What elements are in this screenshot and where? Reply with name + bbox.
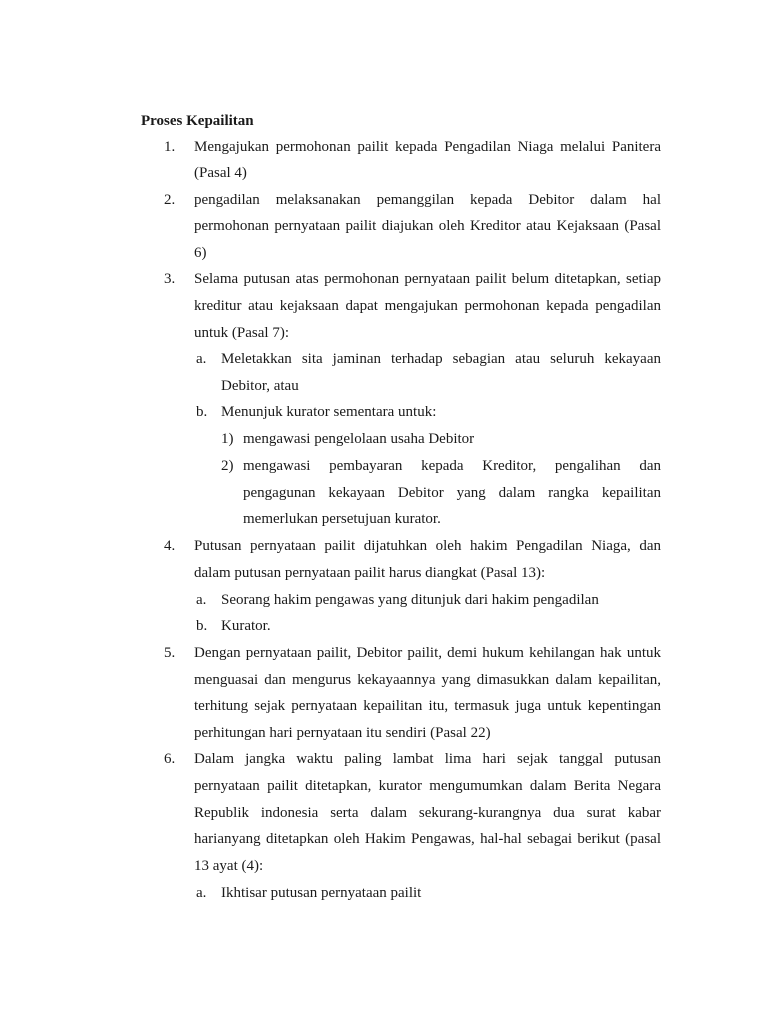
- item-line: Selama putusan atas permohonan pernyataan pailit belum ditetapkan, setiap: [194, 271, 661, 287]
- item-number: 1.: [164, 139, 176, 155]
- item-line: 6): [194, 245, 207, 261]
- subitem-letter: b.: [196, 404, 208, 420]
- item-line: kreditur atau kejaksaan dapat mengajukan permohonan kepada pengadilan: [194, 298, 661, 314]
- subitem-letter: a.: [196, 885, 207, 901]
- item-number: 3.: [164, 271, 176, 287]
- item-line: untuk (Pasal 7):: [194, 325, 289, 341]
- item-line: permohonan pernyataan pailit diajukan oleh Kreditor atau Kejaksaan (Pasal: [194, 218, 661, 234]
- subitem-line: Ikhtisar putusan pernyataan pailit: [221, 885, 422, 901]
- subsubitem-line: mengawasi pengelolaan usaha Debitor: [243, 431, 475, 447]
- item-line: Dalam jangka waktu paling lambat lima hari sejak tanggal putusan: [194, 751, 661, 767]
- item-line: Mengajukan permohonan pailit kepada Pengadilan Niaga melalui Panitera: [194, 139, 661, 155]
- item-line: terhitung sejak pernyataan kepailitan itu, termasuk juga untuk kepentingan: [194, 698, 661, 714]
- subsubitem-line: memerlukan persetujuan kurator.: [243, 511, 441, 527]
- subsubitem-marker: 2): [221, 458, 234, 474]
- subitem-line: Menunjuk kurator sementara untuk:: [221, 404, 437, 420]
- subsubitem-marker: 1): [221, 431, 234, 447]
- item-line: Dengan pernyataan pailit, Debitor pailit, demi hukum kehilangan hak untuk: [194, 645, 661, 661]
- item-line: 13 ayat (4):: [194, 858, 264, 874]
- subsubitem-line: pengagunan kekayaan Debitor yang dalam rangka kepailitan: [243, 485, 661, 501]
- item-line: pengadilan melaksanakan pemanggilan kepada Debitor dalam hal: [194, 192, 661, 208]
- item-line: (Pasal 4): [194, 165, 247, 181]
- subitem-letter: a.: [196, 351, 207, 367]
- subitem-line: Meletakkan sita jaminan terhadap sebagian atau seluruh kekayaan: [221, 351, 661, 367]
- item-line: dalam putusan pernyataan pailit harus diangkat (Pasal 13):: [194, 565, 546, 581]
- item-number: 2.: [164, 192, 176, 208]
- subitem-line: Debitor, atau: [221, 378, 299, 394]
- item-line: pernyataan pailit ditetapkan, kurator mengumumkan dalam Berita Negara: [194, 778, 661, 794]
- subitem-letter: a.: [196, 592, 207, 608]
- subsubitem-line: mengawasi pembayaran kepada Kreditor, pengalihan dan: [243, 458, 661, 474]
- item-line: menguasai dan mengurus kekayaannya yang dimasukkan dalam kepailitan,: [194, 672, 661, 688]
- item-line: Putusan pernyataan pailit dijatuhkan oleh hakim Pengadilan Niaga, dan: [194, 538, 661, 554]
- item-number: 4.: [164, 538, 176, 554]
- item-number: 5.: [164, 645, 176, 661]
- item-line: Republik indonesia serta dalam sekurang-kurangnya dua surat kabar: [194, 805, 661, 821]
- subitem-line: Seorang hakim pengawas yang ditunjuk dari hakim pengadilan: [221, 592, 599, 608]
- subitem-line: Kurator.: [221, 618, 271, 634]
- item-line: perhitungan hari pernyataan itu sendiri (Pasal 22): [194, 725, 491, 741]
- subitem-letter: b.: [196, 618, 208, 634]
- document-title: Proses Kepailitan: [141, 113, 254, 129]
- item-number: 6.: [164, 751, 176, 767]
- item-line: harianyang ditetapkan oleh Hakim Pengawas, hal-hal sebagai berikut (pasal: [194, 831, 661, 847]
